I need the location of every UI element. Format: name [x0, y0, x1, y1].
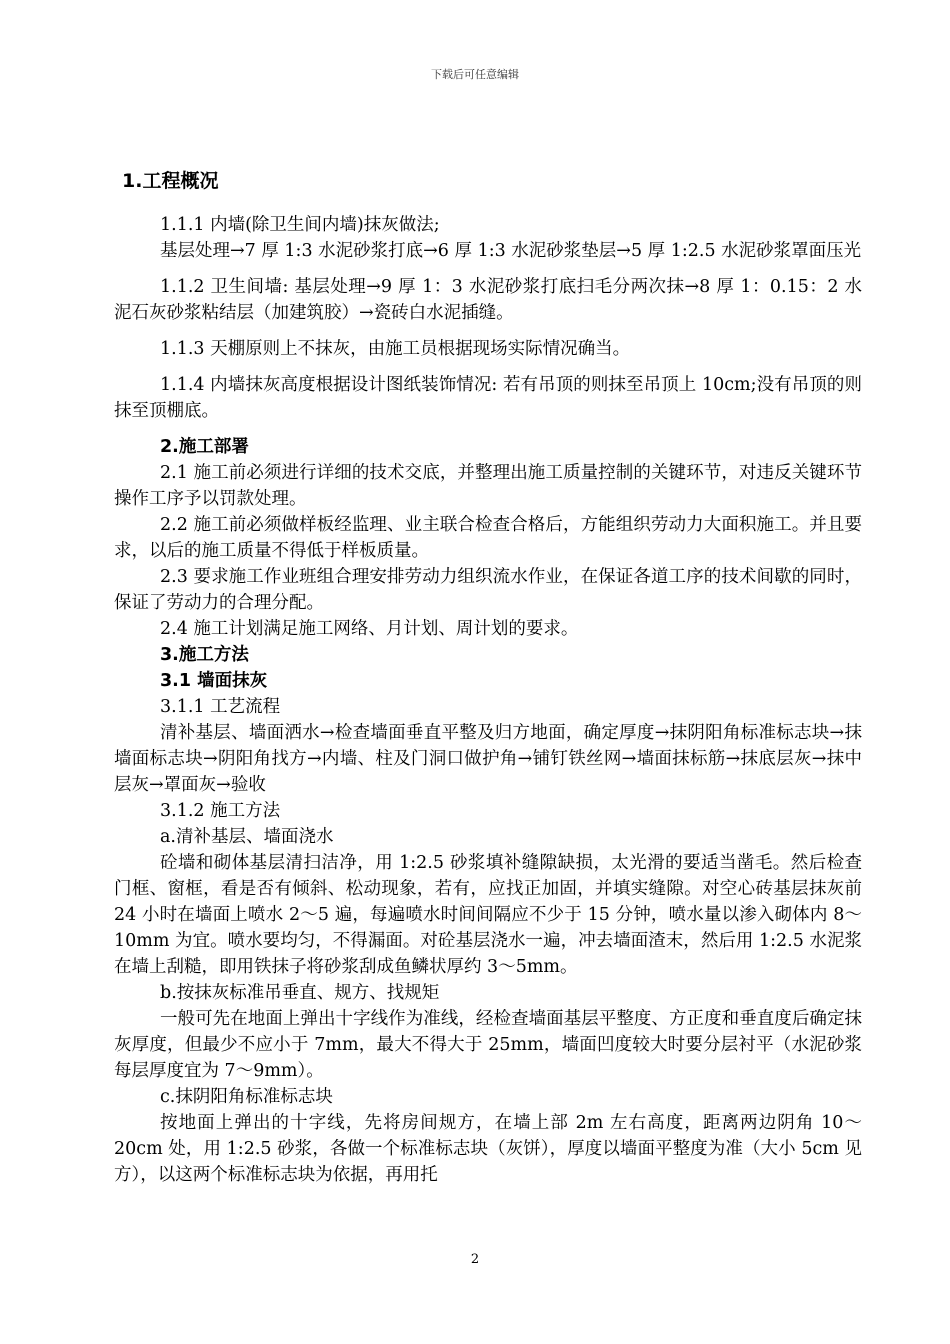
section-title-2: 2.施工部署	[160, 437, 249, 457]
section-title-3: 3.施工方法	[160, 645, 249, 665]
paragraph-2-4: 2.4 施工计划满足施工网络、月计划、周计划的要求。	[160, 619, 579, 639]
item-b-title: b.按抹灰标准吊垂直、规方、找规矩	[160, 983, 440, 1003]
page-header: 下载后可任意编辑	[431, 68, 519, 81]
item-c-body: 按地面上弹出的十字线，先将房间规方，在墙上部 2m 左右高度，距离两边阴角 10～20cm 处，用 1:2.5 砂浆，各做一个标准标志块（灰饼），厚度以墙面平整度为准（大小 5cm 见方），以这两个标准标志块为依据，再用托	[114, 1113, 862, 1185]
page-number: 2	[470, 1252, 480, 1267]
subsection-3-1-1: 3.1.1 工艺流程	[160, 697, 281, 717]
paragraph-2-1: 2.1 施工前必须进行详细的技术交底，并整理出施工质量控制的关键环节，对违反关键环节操作工序予以罚款处理。	[114, 463, 862, 509]
item-c-title: c.抹阴阳角标准标志块	[160, 1087, 333, 1107]
paragraph-2-3: 2.3 要求施工作业班组合理安排劳动力组织流水作业，在保证各道工序的技术间歇的同时，保证了劳动力的合理分配。	[114, 567, 862, 613]
paragraph-1-1-4: 1.1.4 内墙抹灰高度根据设计图纸装饰情况: 若有吊顶的则抹至吊顶上 10cm;没有吊顶的则抹至顶棚底。	[114, 375, 862, 421]
item-a-title: a.清补基层、墙面浇水	[160, 827, 334, 847]
subsection-3-1-2: 3.1.2 施工方法	[160, 801, 281, 821]
document-body	[114, 168, 862, 1188]
paragraph-1-1-2: 1.1.2 卫生间墙: 基层处理→9 厚 1：3 水泥砂浆打底扫毛分两次抹→8 厚 1：0.15：2 水泥石灰砂浆粘结层（加建筑胶）→瓷砖白水泥插缝。	[114, 277, 862, 323]
item-b-body: 一般可先在地面上弹出十字线作为准线，经检查墙面基层平整度、方正度和垂直度后确定抹灰厚度，但最少不应小于 7mm，最大不得大于 25mm，墙面凹度较大时要分层衬平（水泥砂浆每层厚度宜为 7～9mm）。	[114, 1009, 862, 1081]
paragraph-1-1-3: 1.1.3 天棚原则上不抹灰，由施工员根据现场实际情况确当。	[160, 339, 631, 359]
paragraph-2-2: 2.2 施工前必须做样板经监理、业主联合检查合格后，方能组织劳动力大面积施工。并且要求，以后的施工质量不得低于样板质量。	[114, 515, 862, 561]
item-a-body: 砼墙和砌体基层清扫洁净，用 1:2.5 砂浆填补缝隙缺损，太光滑的要适当凿毛。然后检查门框、窗框，看是否有倾斜、松动现象，若有，应找正加固，并填实缝隙。对空心砖基层抹灰前 24 小时在墙面上喷水 2～5 遍，每遍喷水时间间隔应不少于 15 分钟，喷水量以渗入砌体内 8～10mm 为宜。喷水要均匀，不得漏面。对砼基层浇水一遍，冲去墙面渣末，然后用 1:2.5 水泥浆在墙上刮糙，即用铁抹子将砂浆刮成鱼鳞状厚约 3～5mm。	[114, 853, 862, 977]
section-title-1: 1.工程概况	[122, 170, 219, 192]
paragraph-1-1-1: 1.1.1 内墙(除卫生间内墙)抹灰做法;	[160, 215, 440, 235]
paragraph-3-1-1-body: 清补基层、墙面洒水→检查墙面垂直平整及归方地面，确定厚度→抹阴阳角标准标志块→抹墙面标志块→阴阳角找方→内墙、柱及门洞口做护角→铺钉铁丝网→墙面抹标筋→抹底层灰→抹中层灰→罩面灰→验收	[114, 723, 862, 795]
paragraph-1-1-1-body: 基层处理→7 厚 1:3 水泥砂浆打底→6 厚 1:3 水泥砂浆垫层→5 厚 1:2.5 水泥砂浆罩面压光	[160, 241, 862, 261]
subsection-title-3-1: 3.1 墙面抹灰	[160, 671, 268, 691]
